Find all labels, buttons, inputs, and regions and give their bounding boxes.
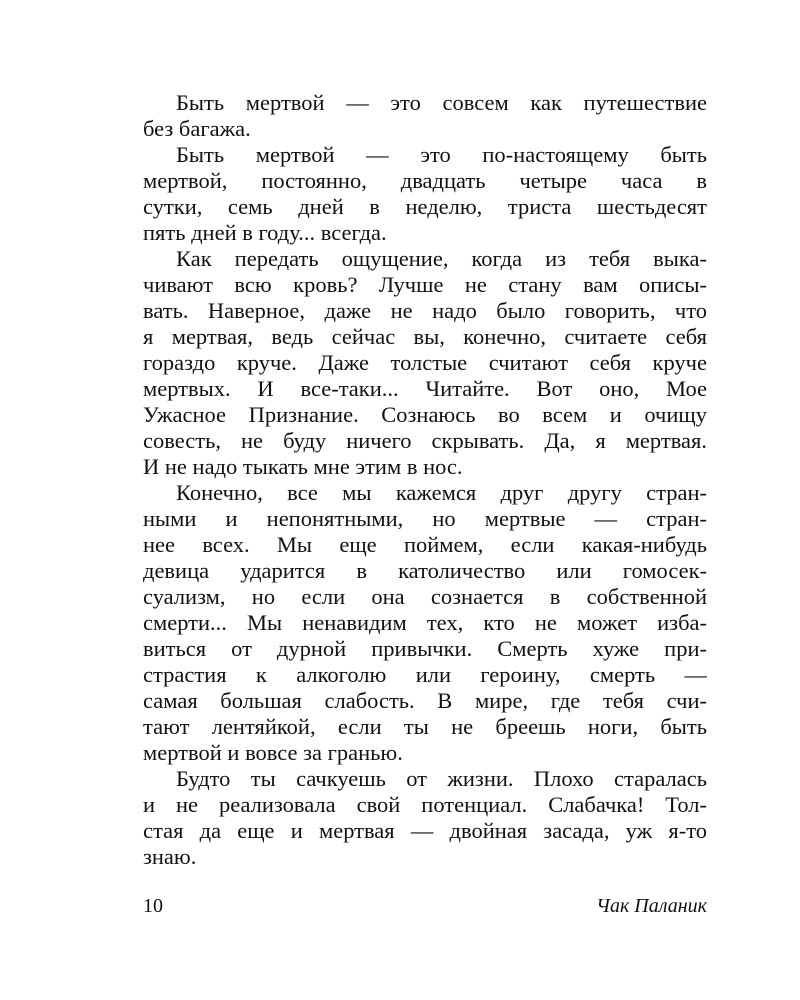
text-line: Быть мертвой — это по-настоящему быть xyxy=(176,142,707,167)
text-line: мертвой и вовсе за гранью. xyxy=(143,740,403,765)
text-line: И не надо тыкать мне этим в нос. xyxy=(143,454,463,479)
body-text xyxy=(143,90,707,870)
text-line: нее всех. Мы еще поймем, если какая-нибудь xyxy=(143,532,707,557)
text-line: без багажа. xyxy=(143,116,251,141)
paragraph-4 xyxy=(143,480,707,766)
text-line: смерти... Мы ненавидим тех, кто не может изба- xyxy=(143,610,707,635)
text-line: девица ударится в католичество или гомосек- xyxy=(143,558,707,583)
text-line: тают лентяйкой, если ты не бреешь ноги, быть xyxy=(143,714,707,739)
text-line: страстия к алкоголю или героину, смерть — xyxy=(143,662,707,687)
page-number: 10 xyxy=(143,895,163,917)
paragraph-1 xyxy=(143,90,707,142)
text-line: самая большая слабость. В мире, где тебя счи- xyxy=(143,688,707,713)
text-line: вать. Наверное, даже не надо было говорить, что xyxy=(143,298,707,323)
text-line: Как передать ощущение, когда из тебя выка- xyxy=(176,246,707,271)
paragraph-3 xyxy=(143,246,707,480)
text-line: стая да еще и мертвая — двойная засада, уж я-то xyxy=(143,818,707,843)
text-line: Ужасное Признание. Сознаюсь во всем и очищу xyxy=(143,402,707,427)
text-line: гораздо круче. Даже толстые считают себя круче xyxy=(143,350,707,375)
text-line: ными и непонятными, но мертвые — стран- xyxy=(143,506,707,531)
paragraph-5 xyxy=(143,766,707,870)
text-line: Будто ты сачкуешь от жизни. Плохо старалась xyxy=(176,766,707,791)
text-line: чивают всю кровь? Лучше не стану вам описы- xyxy=(143,272,707,297)
paragraph-2 xyxy=(143,142,707,246)
text-line: суализм, но если она сознается в собственной xyxy=(143,584,707,609)
text-line: и не реализовала свой потенциал. Слабачка! Тол- xyxy=(143,792,707,817)
text-line: пять дней в году... всегда. xyxy=(143,220,387,245)
text-line: я мертвая, ведь сейчас вы, конечно, считаете себя xyxy=(143,324,707,349)
text-line: Быть мертвой — это совсем как путешествие xyxy=(176,90,707,115)
text-line: сутки, семь дней в неделю, триста шестьдесят xyxy=(143,194,707,219)
running-head-author: Чак Паланик xyxy=(596,895,707,917)
text-line: совесть, не буду ничего скрывать. Да, я мертвая. xyxy=(143,428,707,453)
text-line: мертвых. И все-таки... Читайте. Вот оно, Мое xyxy=(143,376,707,401)
text-line: знаю. xyxy=(143,844,197,869)
text-line: мертвой, постоянно, двадцать четыре часа в xyxy=(143,168,707,193)
text-line: Конечно, все мы кажемся друг другу стран- xyxy=(176,480,707,505)
text-line: виться от дурной привычки. Смерть хуже при- xyxy=(143,636,707,661)
page-footer xyxy=(143,893,707,919)
